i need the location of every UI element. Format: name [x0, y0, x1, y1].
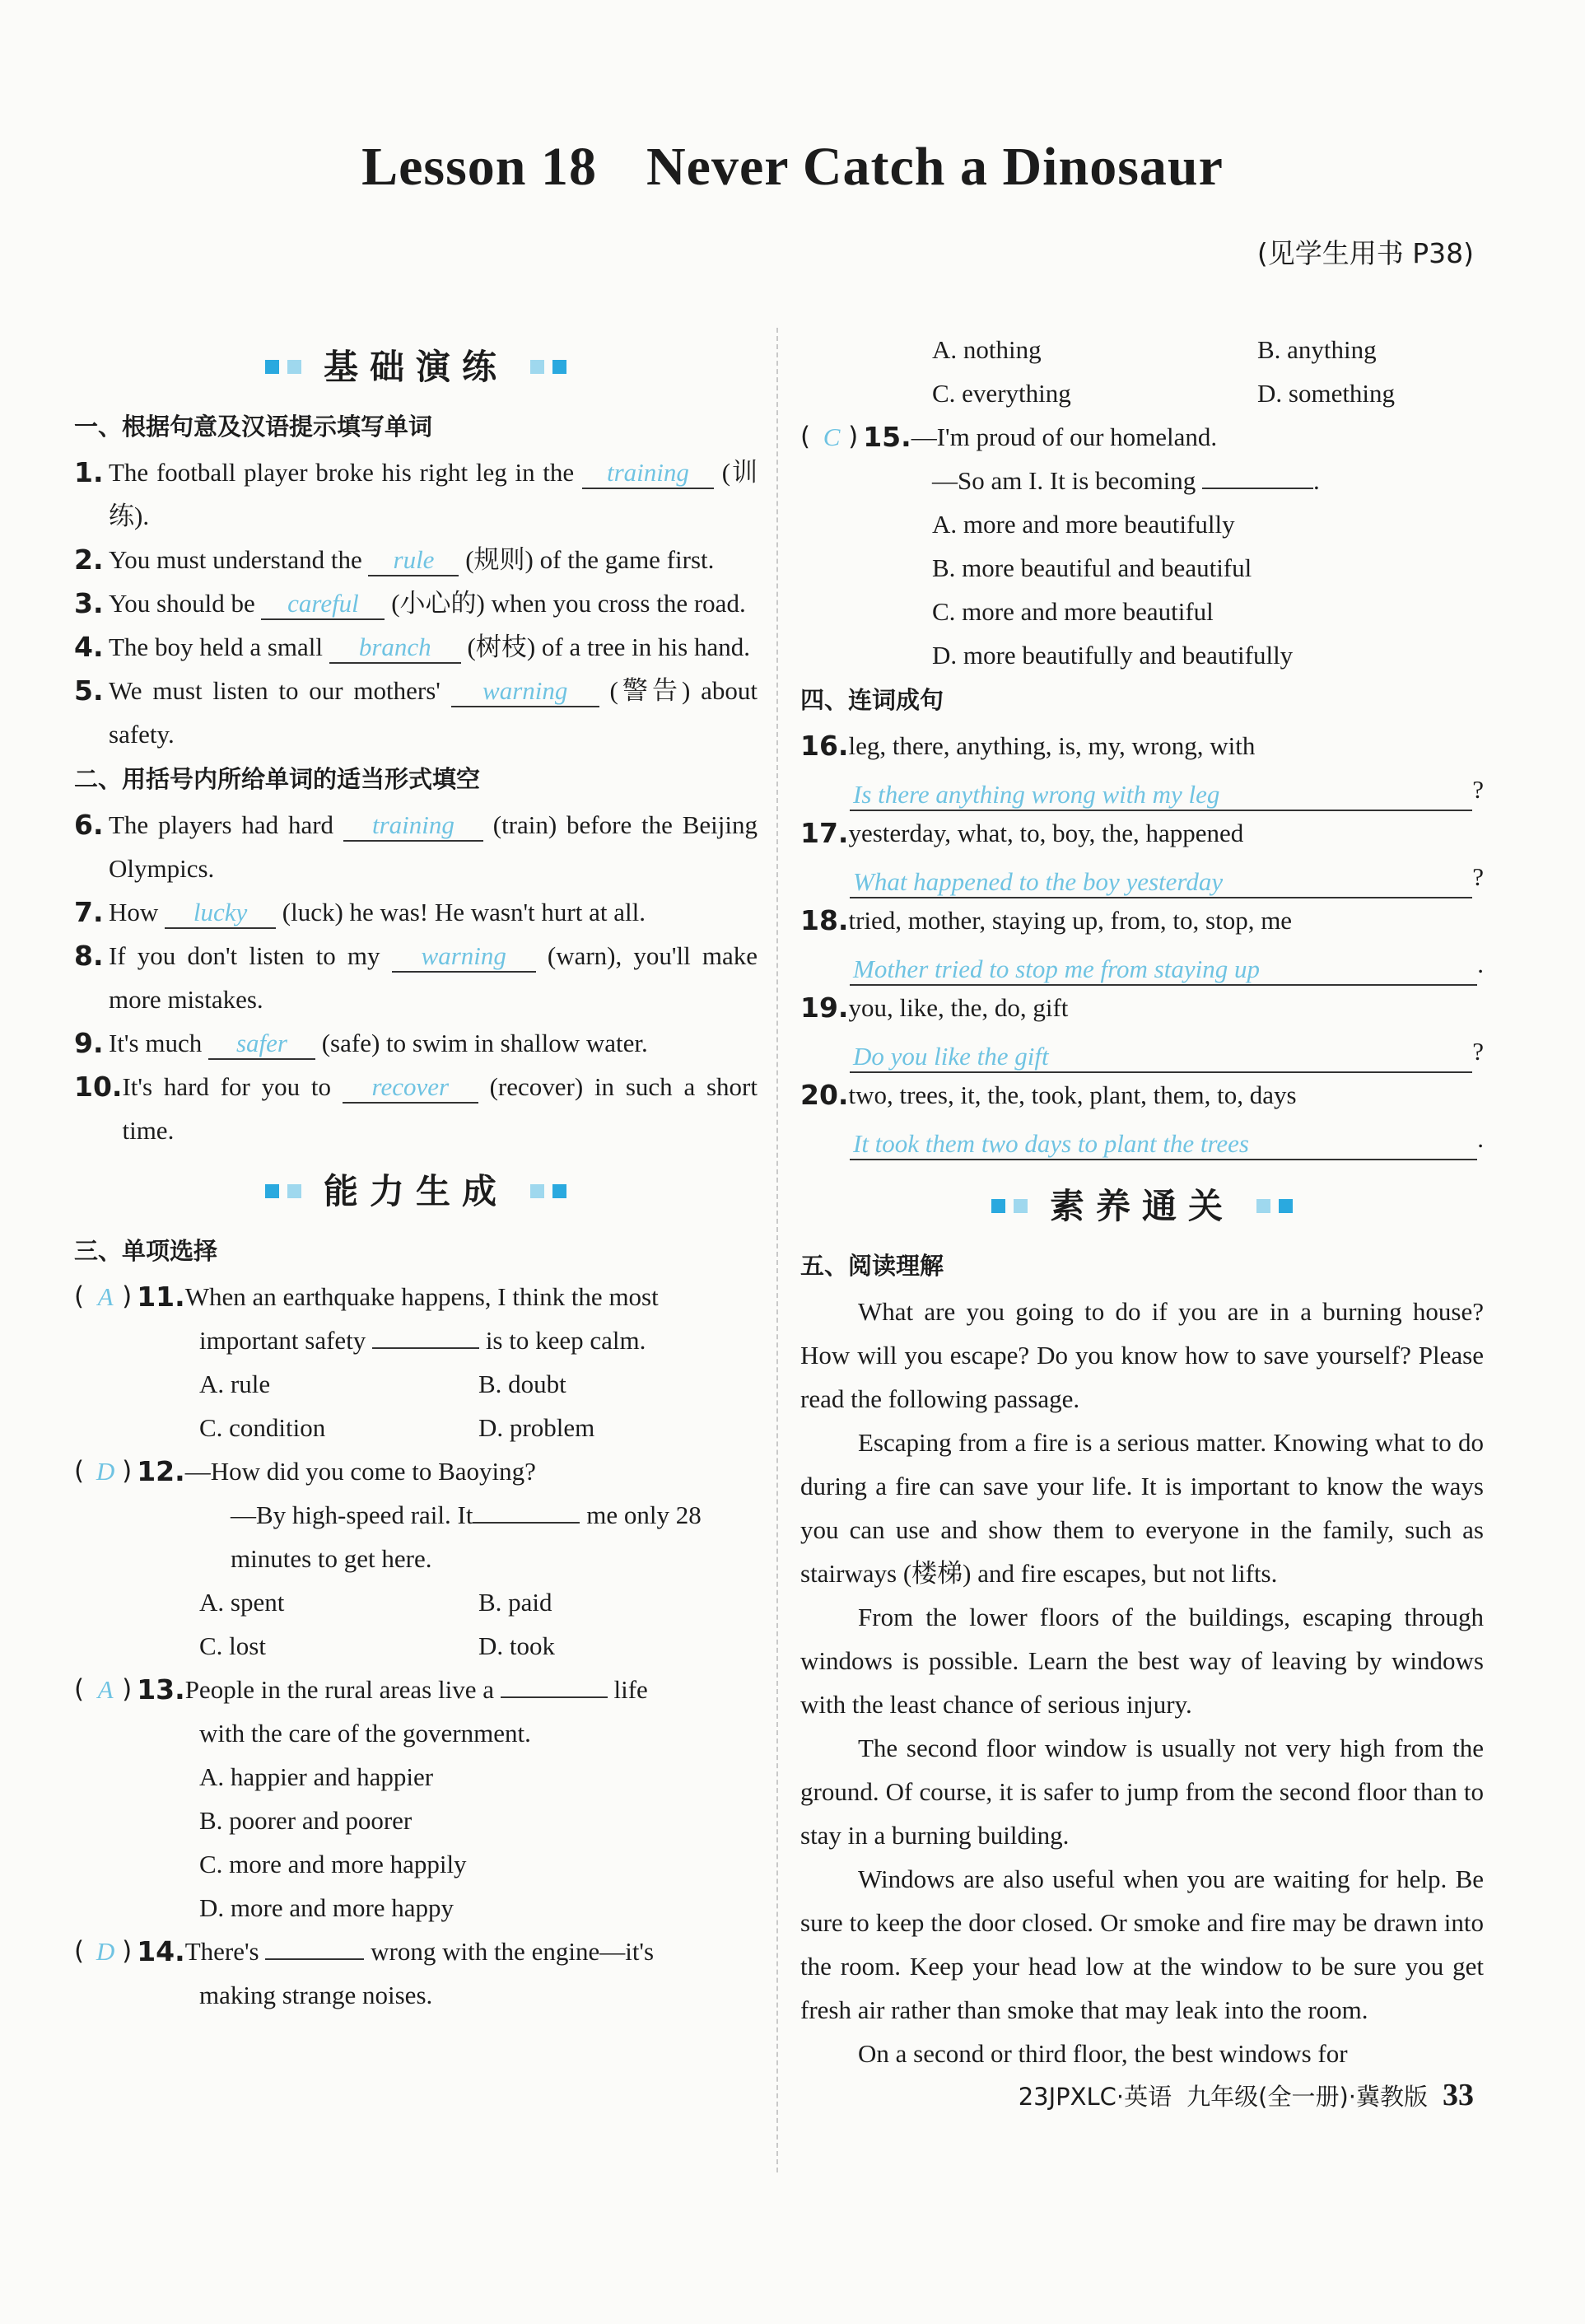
- question-9: 9. It's much safer (safe) to swim in shallow water.: [74, 1027, 648, 1059]
- student-book-reference: (见学生用书 P38): [1256, 237, 1474, 269]
- right-column: A. nothing B. anything C. everything D. something ( C ) 15. —I'm proud of our homeland. —So am I. It is becoming . A. more and more beautifully B. more beautiful and beautiful C. more and more beautiful D. more beautifully and beautifully 四、连词成句 16. leg, there, anything, is, my, wrong, with Is there anything wrong with my leg ? 17. yesterday, what, to, boy, the, happened What happened to the boy yesterday ? 18. tried, mother, staying up, from, to, stop, me Mother tried to stop me from staying up . 19. you, like, the, do, gift Do you like the gift ? 20. two, trees, it, the, took, plant, them, to, days It took them two days to plant the trees . 素养通关 五、阅读理解 What are you going to do if you are in a burning house? How will you escape? Do you know how to save yourself? Please read the following passage. Escaping from a fire is a serious matter. Knowing what to do during a fire can save your life. It is important to know the ways you can use and show them to everyone in the family, such as stairways (楼梯) and fire escapes, but not lifts. From the lower floors of the buildings, escaping through windows is possible. Learn the best way of leaving by windows with the least chance of serious injury. The second floor window is usually not very high from the ground. Of course, it is safer to jump from the second floor than to stay in a burning building. Windows are also useful when you are waiting for help. Be sure to keep the door closed. Or smoke and fire may be drawn into the room. Keep your head low at the window to be sure you get fresh air rather than smoke that may leak into the room. On a second or third floor, the best windows for: [800, 328, 1484, 2075]
- answer-13: A: [97, 1675, 114, 1704]
- section-1-heading: 一、根据句意及汉语提示填写单词: [74, 413, 433, 441]
- book-grade: 九年级(全一册)·冀教版: [1186, 2083, 1428, 2111]
- answer-14: D: [96, 1937, 115, 1966]
- answer-18: Mother tried to stop me from staying up: [853, 954, 1260, 983]
- answer-16: Is there anything wrong with my leg: [853, 780, 1220, 809]
- section-5-heading: 五、阅读理解: [800, 1252, 944, 1280]
- answer-2: rule: [393, 545, 435, 574]
- question-16: 16. leg, there, anything, is, my, wrong, with Is there anything wrong with my leg ?: [800, 724, 1484, 811]
- question-19: 19. you, like, the, do, gift Do you like the gift ?: [800, 986, 1484, 1073]
- section-3-heading: 三、单项选择: [74, 1237, 218, 1265]
- title-lesson-number: Lesson 18: [361, 137, 597, 197]
- question-17: 17. yesterday, what, to, boy, the, happened What happened to the boy yesterday ?: [800, 811, 1484, 898]
- answer-10: recover: [371, 1072, 450, 1101]
- question-20: 20. two, trees, it, the, took, plant, them, to, days It took them two days to plant the trees .: [800, 1073, 1484, 1160]
- question-2: 2. You must understand the rule (规则) of the game first.: [74, 544, 715, 576]
- left-column: [74, 328, 758, 2017]
- reading-paragraph-5: Windows are also useful when you are waiting for help. Be sure to keep the door closed. Or smoke and fire may be drawn into the room. Keep your head low at the window to be sure you get fresh air rather than smoke that may leak into the room.: [800, 1864, 1484, 2024]
- answer-17: What happened to the boy yesterday: [853, 867, 1224, 896]
- answer-20: It took them two days to plant the trees: [853, 1129, 1249, 1158]
- answer-4: branch: [358, 632, 431, 661]
- question-4: 4. The boy held a small branch (树枝) of a tree in his hand.: [74, 631, 750, 663]
- question-10: 10. It's hard for you to recover (recover) in such a short time.: [74, 1071, 758, 1145]
- banner-ability: 能力生成: [74, 1157, 758, 1225]
- answer-6: training: [371, 810, 455, 839]
- question-3: 3. You should be careful (小心的) when you cross the road.: [74, 587, 746, 619]
- answer-15: C: [823, 422, 841, 451]
- question-7: 7. How lucky (luck) he was! He wasn't hurt at all.: [74, 896, 646, 928]
- column-divider: [776, 328, 778, 2172]
- question-1: 1. The football player broke his right leg in the training (训练).: [74, 456, 758, 530]
- question-15: ( C ) 15. —I'm proud of our homeland. —So am I. It is becoming . A. more and more beautifully B. more beautiful and beautiful C. more and more beautiful D. more beautifully and beautifully: [800, 415, 1484, 677]
- lesson-title: [0, 136, 1585, 198]
- answer-3: careful: [287, 589, 359, 618]
- answer-7: lucky: [193, 898, 248, 926]
- reading-paragraph-4: The second floor window is usually not very high from the ground. Of course, it is safer to jump from the second floor than to stay in a burning building.: [800, 1734, 1484, 1850]
- question-6: 6. The players had hard training (train) before the Beijing Olympics.: [74, 809, 758, 883]
- book-code: 23JPXLC·英语: [1018, 2083, 1172, 2111]
- question-8: 8. If you don't listen to my warning (warn), you'll make more mistakes.: [74, 940, 758, 1014]
- question-18: 18. tried, mother, staying up, from, to, stop, me Mother tried to stop me from staying up .: [800, 898, 1484, 986]
- answer-1: training: [606, 458, 689, 487]
- section-2-heading: 二、用括号内所给单词的适当形式填空: [74, 765, 481, 793]
- section-4-heading: 四、连词成句: [800, 686, 944, 714]
- answer-9: safer: [235, 1029, 287, 1057]
- question-12: ( D ) 12. —How did you come to Baoying? —By high-speed rail. It me only 28 minutes to get here. A. spent B. paid C. lost D. took: [74, 1449, 758, 1668]
- question-11: ( A ) 11. When an earthquake happens, I think the most important safety is to keep calm. A. rule B. doubt C. condition D. problem: [74, 1275, 758, 1449]
- answer-5: warning: [482, 676, 568, 705]
- answer-12: D: [96, 1457, 115, 1486]
- answer-11: A: [97, 1282, 114, 1311]
- reading-paragraph-3: From the lower floors of the buildings, escaping through windows is possible. Learn the best way of leaving by windows with the least chance of serious injury.: [800, 1603, 1484, 1719]
- page-footer: [1019, 2077, 1474, 2113]
- banner-literacy: 素养通关: [800, 1172, 1484, 1239]
- question-14: ( D ) 14. There's wrong with the engine—it's making strange noises.: [74, 1930, 758, 2017]
- question-13: ( A ) 13. People in the rural areas live a life with the care of the government. A. happier and happier B. poorer and poorer C. more and more happily D. more and more happy: [74, 1668, 758, 1930]
- banner-basic: 基础演练: [74, 333, 758, 400]
- answer-19: Do you like the gift: [853, 1042, 1049, 1071]
- reading-paragraph-2: Escaping from a fire is a serious matter. Knowing what to do during a fire can save your life. It is important to know the ways you can use and show them to everyone in the family, such as stairways (楼梯) and fire escapes, but not lifts.: [800, 1428, 1484, 1588]
- page-number: 33: [1443, 2078, 1474, 2112]
- question-5: 5. We must listen to our mothers' warning (警告) about safety.: [74, 674, 758, 749]
- title-lesson-name: Never Catch a Dinosaur: [646, 137, 1224, 197]
- answer-8: warning: [421, 941, 506, 970]
- reading-paragraph-6: On a second or third floor, the best windows for: [858, 2039, 1348, 2068]
- reading-paragraph-1: What are you going to do if you are in a burning house? How will you escape? Do you know how to save yourself? Please read the following passage.: [800, 1297, 1484, 1413]
